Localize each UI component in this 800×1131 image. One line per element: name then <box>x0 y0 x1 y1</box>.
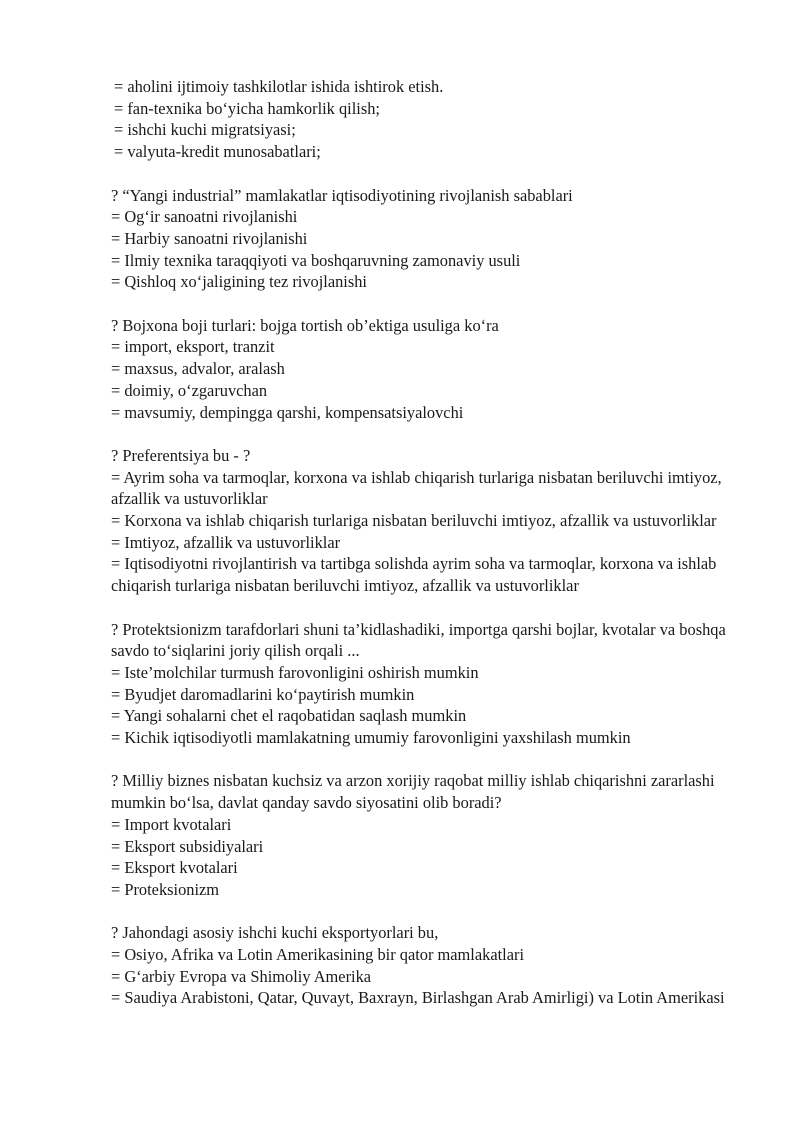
answer-option: = Eksport subsidiyalari <box>111 836 264 856</box>
answer-option: = Kichik iqtisodiyotli mamlakatning umumiy farovonligini yaxshilash mumkin <box>111 728 631 748</box>
question-block <box>111 445 751 597</box>
answer-option: = Iste’molchilar turmush farovonligini oshirish mumkin <box>111 662 479 682</box>
question-block <box>111 619 751 749</box>
answer-option: = maxsus, advalor, aralash <box>111 359 285 379</box>
answer-option: = Proteksionizm <box>111 879 220 899</box>
document-page <box>111 76 751 1009</box>
answer-option: = mavsumiy, dempingga qarshi, kompensatsiyalovchi <box>111 402 464 422</box>
answer-option: = Qishloq xo‘jaligining tez rivojlanishi <box>111 272 367 292</box>
question-text: ? Milliy biznes nisbatan kuchsiz va arzon xorijiy raqobat milliy ishlab chiqarishni zararlashi mumkin bo‘lsa, davlat qanday savdo siyosatini olib boradi? <box>111 771 715 813</box>
spacer <box>111 423 751 445</box>
answer-option: = Og‘ir sanoatni rivojlanishi <box>111 207 298 227</box>
answer-option: = Korxona va ishlab chiqarish turlariga nisbatan beriluvchi imtiyoz, afzallik va ustuvorliklar <box>111 511 717 531</box>
answer-option: = Osiyo, Afrika va Lotin Amerikasining bir qator mamlakatlari <box>111 945 524 965</box>
answer-option: = aholini ijtimoiy tashkilotlar ishida ishtirok etish. <box>114 77 444 96</box>
spacer <box>111 293 751 315</box>
question-text: ? Bojxona boji turlari: bojga tortish ob’ektiga usuliga ko‘ra <box>111 315 499 335</box>
question-text: ? Jahondagi asosiy ishchi kuchi eksportyorlari bu, <box>111 923 439 943</box>
answer-option: = doimiy, o‘zgaruvchan <box>111 380 268 400</box>
answer-option: = Import kvotalari <box>111 814 232 834</box>
answer-option: = valyuta-kredit munosabatlari; <box>114 142 321 162</box>
spacer <box>111 749 751 771</box>
answer-option: = import, eksport, tranzit <box>111 337 275 357</box>
answer-option: = Imtiyoz, afzallik va ustuvorliklar <box>111 532 341 552</box>
answer-option: = fan-texnika bo‘yicha hamkorlik qilish; <box>114 98 380 118</box>
answer-option: = Eksport kvotalari <box>111 858 238 878</box>
answer-option: = Byudjet daromadlarini ko‘paytirish mumkin <box>111 684 415 704</box>
question-block <box>111 315 751 424</box>
question-text: ? Protektsionizm tarafdorlari shuni ta’kidlashadiki, importga qarshi bojlar, kvotalar va boshqa savdo to‘siqlarini joriy qilish orqali ... <box>111 619 726 661</box>
answer-option: = Saudiya Arabistoni, Qatar, Quvayt, Baxrayn, Birlashgan Arab Amirligi) va Lotin Amerikasi <box>111 988 725 1008</box>
answer-option: = ishchi kuchi migratsiyasi; <box>114 120 296 140</box>
answer-option: = Ayrim soha va tarmoqlar, korxona va ishlab chiqarish turlariga nisbatan beriluvchi imtiyoz, afzallik va ustuvorliklar <box>111 467 722 509</box>
spacer <box>111 597 751 619</box>
answer-option: = Iqtisodiyotni rivojlantirish va tartibga solishda ayrim soha va tarmoqlar, korxona va ishlab chiqarish turlariga nisbatan beriluvchi imtiyoz, afzallik va ustuvorliklar <box>111 554 717 596</box>
question-block <box>111 922 751 1009</box>
question-text: ? “Yangi industrial” mamlakatlar iqtisodiyotining rivojlanish sabablari <box>111 185 573 205</box>
question-block <box>111 770 751 900</box>
answer-option: = Harbiy sanoatni rivojlanishi <box>111 228 308 248</box>
spacer <box>111 901 751 923</box>
answer-option: = Ilmiy texnika taraqqiyoti va boshqaruvning zamonaviy usuli <box>111 250 521 270</box>
question-block <box>111 185 751 294</box>
question-text: ? Preferentsiya bu - ? <box>111 445 251 465</box>
answer-option: = G‘arbiy Evropa va Shimoliy Amerika <box>111 966 372 986</box>
intro-answer-list <box>111 76 751 163</box>
answer-option: = Yangi sohalarni chet el raqobatidan saqlash mumkin <box>111 706 467 726</box>
spacer <box>111 163 751 185</box>
